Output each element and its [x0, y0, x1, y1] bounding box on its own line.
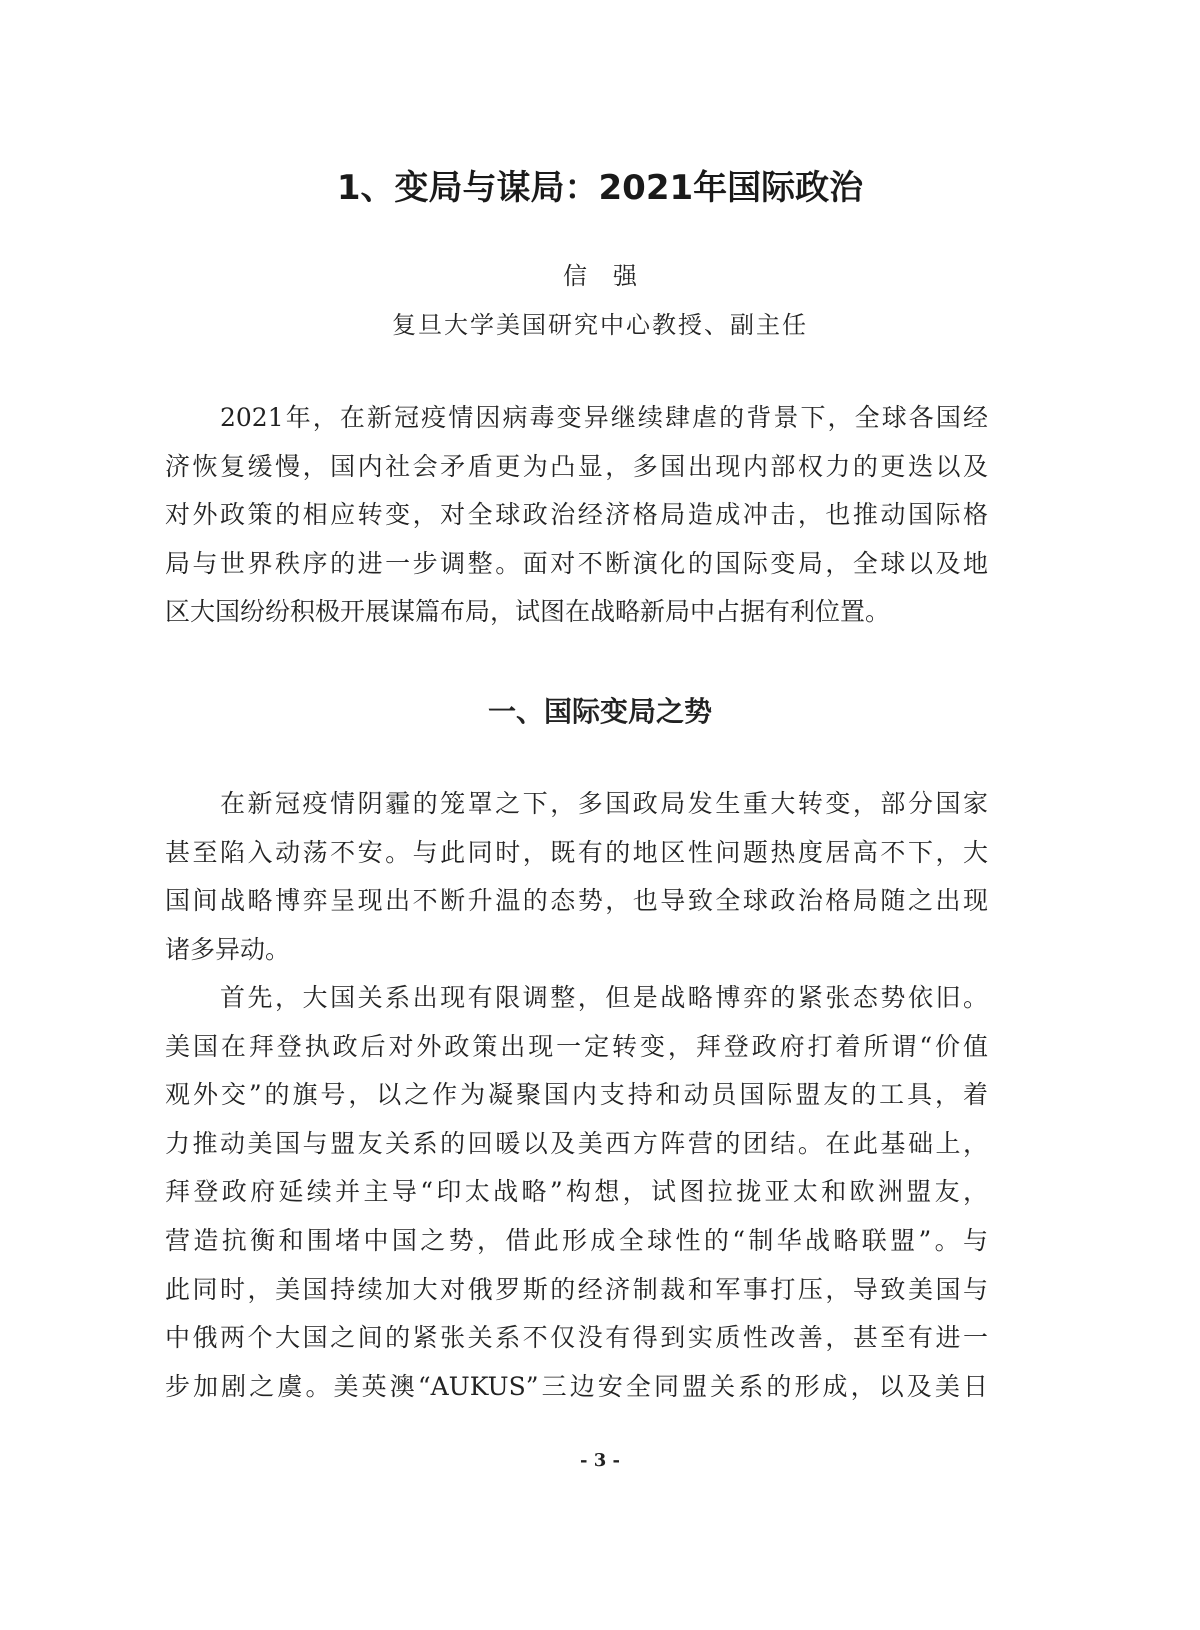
text-line: 此同时，美国持续加大对俄罗斯的经济制裁和军事打压，导致美国与 [165, 1274, 988, 1304]
text-line: 区大国纷纷积极开展谋篇布局，试图在战略新局中占据有利位置。 [165, 597, 891, 627]
text-line: 中俄两个大国之间的紧张关系不仅没有得到实质性改善，甚至有进一 [165, 1323, 988, 1353]
text-line: 济恢复缓慢，国内社会矛盾更为凸显，多国出现内部权力的更迭以及 [165, 451, 988, 481]
text-line: 首先，大国关系出现有限调整，但是战略博弈的紧张态势依旧。 [220, 983, 988, 1012]
text-line: 2021年，在新冠疫情因病毒变异继续肆虐的背景下，全球各国经 [220, 403, 988, 432]
text-line: 在新冠疫情阴霾的笼罩之下，多国政局发生重大转变，部分国家 [220, 789, 988, 818]
text-line: 拜登政府延续并主导“印太战略”构想，试图拉拢亚太和欧洲盟友， [165, 1177, 988, 1207]
page-number: - 3 - [580, 1450, 620, 1471]
text-line: 美国在拜登执政后对外政策出现一定转变，拜登政府打着所谓“价值 [165, 1031, 988, 1061]
section-heading: 一、国际变局之势 [487, 695, 712, 728]
text-line: 甚至陷入动荡不安。与此同时，既有的地区性问题热度居高不下，大 [165, 837, 988, 867]
text-line: 对外政策的相应转变，对全球政治经济格局造成冲击，也推动国际格 [165, 500, 988, 530]
intro-paragraph [165, 394, 988, 637]
text-line: 国间战略博弈呈现出不断升温的态势，也导致全球政治格局随之出现 [165, 886, 988, 916]
text-line: 局与世界秩序的进一步调整。面对不断演化的国际变局，全球以及地 [165, 548, 988, 578]
author-name: 信强 [563, 262, 663, 290]
text-line: 观外交”的旗号，以之作为凝聚国内支持和动员国际盟友的工具，着 [165, 1080, 988, 1110]
text-line: 力推动美国与盟友关系的回暖以及美西方阵营的团结。在此基础上， [165, 1128, 988, 1158]
text-line: 步加剧之虞。美英澳“AUKUS”三边安全同盟关系的形成，以及美日 [165, 1371, 988, 1401]
text-line: 营造抗衡和围堵中国之势，借此形成全球性的“制华战略联盟”。与 [165, 1225, 988, 1255]
body-paragraph-2 [165, 974, 988, 1411]
body-paragraph-1 [165, 780, 988, 974]
text-line: 诸多异动。 [165, 934, 291, 964]
chapter-title: 1、变局与谋局：2021年国际政治 [336, 168, 864, 208]
author-affiliation: 复旦大学美国研究中心教授、副主任 [392, 311, 808, 339]
